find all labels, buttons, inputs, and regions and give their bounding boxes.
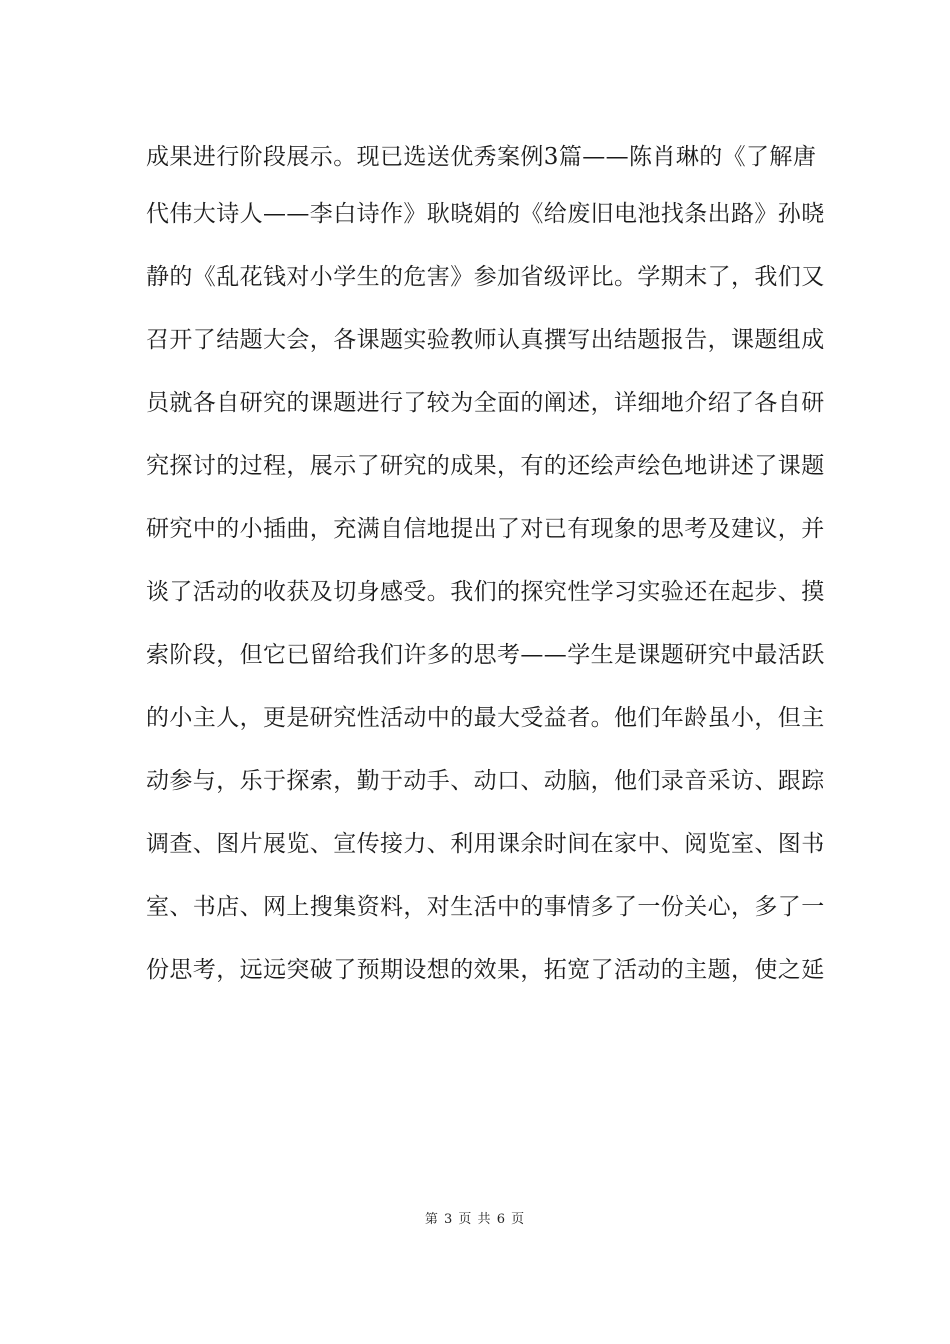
text-line: 员就各自研究的课题进行了较为全面的阐述，详细地介绍了各自研 xyxy=(146,390,825,416)
text-line: 调查、图片展览、宣传接力、利用课余时间在家中、阅览室、图书 xyxy=(146,831,825,857)
text-line: 份思考，远远突破了预期设想的效果，拓宽了活动的主题，使之延 xyxy=(146,957,825,983)
text-line: 谈了活动的收获及切身感受。我们的探究性学习实验还在起步、摸 xyxy=(146,579,825,605)
text-line: 动参与，乐于探索，勤于动手、动口、动脑，他们录音采访、跟踪 xyxy=(146,768,825,794)
text-line: 索阶段，但它已留给我们许多的思考——学生是课题研究中最活跃 xyxy=(146,642,825,668)
text-line: 成果进行阶段展示。现已选送优秀案例3篇——陈肖琳的《了解唐 xyxy=(146,144,817,170)
text-line: 代伟大诗人——李白诗作》耿晓娟的《给废旧电池找条出路》孙晓 xyxy=(146,201,825,227)
text-line: 召开了结题大会，各课题实验教师认真撰写出结题报告，课题组成 xyxy=(146,327,825,353)
body-paragraph xyxy=(146,131,825,1002)
text-line: 研究中的小插曲，充满自信地提出了对已有现象的思考及建议，并 xyxy=(146,516,825,542)
page-number-footer: 第 3 页 共 6 页 xyxy=(424,1212,526,1227)
text-line: 究探讨的过程，展示了研究的成果，有的还绘声绘色地讲述了课题 xyxy=(146,453,825,479)
text-line: 的小主人，更是研究性活动中的最大受益者。他们年龄虽小，但主 xyxy=(146,705,825,731)
text-line: 静的《乱花钱对小学生的危害》参加省级评比。学期末了，我们又 xyxy=(146,264,825,290)
text-line: 室、书店、网上搜集资料，对生活中的事情多了一份关心，多了一 xyxy=(146,894,825,920)
